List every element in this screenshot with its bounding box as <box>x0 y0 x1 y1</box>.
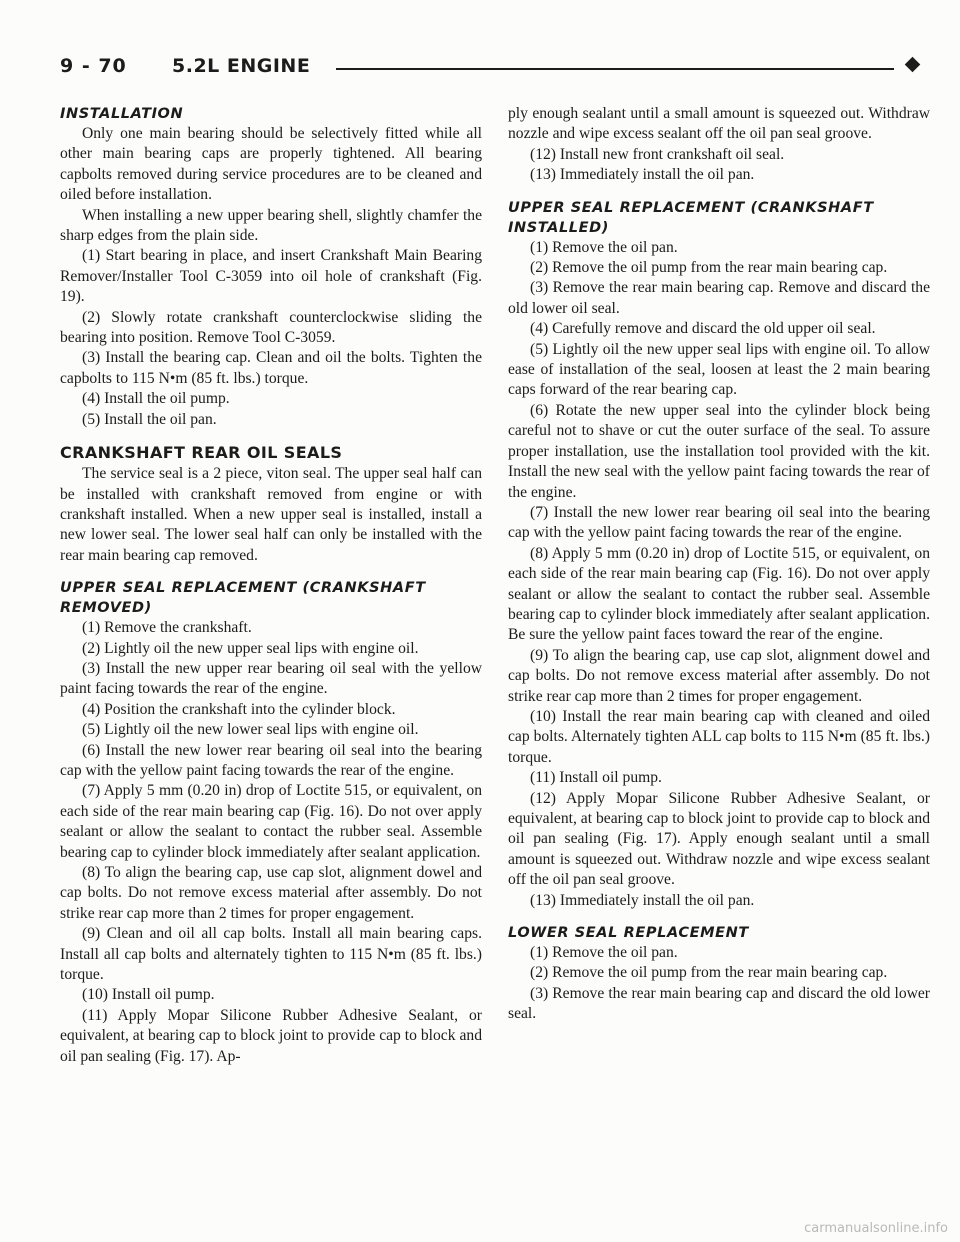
step: (2) Lightly oil the new upper seal lips with engine oil. <box>82 639 419 657</box>
step: (7) Apply 5 mm (0.20 in) drop of Loctite 515, or equivalent, on each side of the rear main bearing cap (Fig. 16). Do not over apply sealant or allow the sealant to contact the rubber seal. Assemble bearing cap to cylinder block immediately after sealant application. <box>60 782 482 861</box>
step: (10) Install oil pump. <box>82 986 215 1004</box>
step: (2) Remove the oil pump from the rear main bearing cap. <box>530 964 888 982</box>
step: (3) Install the new upper rear bearing oil seal with the yellow paint facing towards the rear of the engine. <box>60 659 482 698</box>
step: (1) Remove the oil pan. <box>530 238 678 256</box>
step: (1) Remove the oil pan. <box>530 944 678 962</box>
step: (1) Remove the crankshaft. <box>82 619 252 637</box>
step: (4) Install the oil pump. <box>82 390 230 408</box>
step: (13) Immediately install the oil pan. <box>530 891 755 909</box>
paragraph: Only one main bearing should be selectively fitted while all other main bearing caps are properly tightened. All bearing capbolts removed during service procedures are to be cleaned and oiled before installation. <box>60 125 482 204</box>
step: (1) Start bearing in place, and insert Crankshaft Main Bearing Remover/Installer Tool C-3059 into oil hole of crankshaft (Fig. 19). <box>60 247 482 306</box>
page-header <box>60 55 922 85</box>
step: (3) Remove the rear main bearing cap. Remove and discard the old lower oil seal. <box>508 279 930 317</box>
continuation-section <box>508 104 930 186</box>
section-heading: UPPER SEAL REPLACEMENT (CRANKSHAFT REMOVED) <box>60 580 426 617</box>
step: (8) To align the bearing cap, use cap slot, alignment dowel and cap bolts. Do not remove excess material after assembly. Do not strike rear cap more than 2 times for proper engagement. <box>60 864 482 922</box>
step: (2) Remove the oil pump from the rear main bearing cap. <box>530 259 888 277</box>
step: (5) Lightly oil the new upper seal lips with engine oil. To allow ease of installation of the seal, loosen at least the 2 main bearing caps forward of the rear bearing cap. <box>508 340 930 399</box>
installation-section <box>60 104 482 430</box>
section-heading: INSTALLATION <box>60 106 184 122</box>
step: (2) Slowly rotate crankshaft counterclockwise sliding the bearing into position. Remove Tool C-3059. <box>60 308 482 347</box>
step: (7) Install the new lower rear bearing oil seal into the bearing cap with the yellow paint facing towards the rear of the engine. <box>508 503 930 542</box>
section-heading: CRANKSHAFT REAR OIL SEALS <box>60 443 343 463</box>
step: (13) Immediately install the oil pan. <box>530 166 755 184</box>
rear-oil-seals-section <box>60 442 482 566</box>
page-number: 9 - 70 <box>60 55 127 77</box>
step: (4) Carefully remove and discard the old upper oil seal. <box>530 320 876 338</box>
step: (4) Position the crankshaft into the cylinder block. <box>82 700 396 718</box>
paragraph: When installing a new upper bearing shell, slightly chamfer the sharp edges from the plain side. <box>60 206 482 245</box>
left-column <box>60 104 482 1067</box>
step: (5) Lightly oil the new lower seal lips with engine oil. <box>82 721 419 739</box>
upper-seal-installed-section <box>508 198 930 911</box>
section-title: 5.2L ENGINE <box>172 55 311 77</box>
step: (3) Install the bearing cap. Clean and oil the bolts. Tighten the capbolts to 115 N•m (85 ft. lbs.) torque. <box>60 349 482 387</box>
diamond-icon <box>905 57 921 73</box>
step: (12) Apply Mopar Silicone Rubber Adhesive Sealant, or equivalent, at bearing cap to block joint to provide cap to block and oil pan sealing (Fig. 17). Apply enough sealant until a small amount is squeezed out. Withdraw nozzle and wipe excess sealant off the oil pan seal groove. <box>508 789 930 889</box>
lower-seal-section <box>508 923 930 1025</box>
step: (3) Remove the rear main bearing cap and discard the old lower seal. <box>508 984 930 1023</box>
section-heading: LOWER SEAL REPLACEMENT <box>508 925 749 942</box>
step: (6) Rotate the new upper seal into the cylinder block being careful not to shave or cut the outer surface of the seal. To assure proper installation, use the installation tool provided with the kit. Install the new seal with the yellow paint facing towards the rear of the engine. <box>508 401 930 501</box>
step: (5) Install the oil pan. <box>82 410 217 428</box>
section-heading: UPPER SEAL REPLACEMENT (CRANKSHAFT INSTALLED) <box>508 199 874 236</box>
watermark: carmanualsonline.info <box>804 1221 948 1236</box>
step: (11) Install oil pump. <box>530 769 662 787</box>
step: (6) Install the new lower rear bearing oil seal into the bearing cap with the yellow paint facing towards the rear of the engine. <box>60 741 482 779</box>
step: (9) To align the bearing cap, use cap slot, alignment dowel and cap bolts. Do not remove excess material after assembly. Do not strike rear cap more than 2 times for proper engagement. <box>508 646 930 705</box>
right-column <box>508 104 930 1025</box>
step: (11) Apply Mopar Silicone Rubber Adhesive Sealant, or equivalent, at bearing cap to block joint to provide cap to block and oil pan sealing (Fig. 17). Ap- <box>60 1006 482 1065</box>
step: (8) Apply 5 mm (0.20 in) drop of Loctite 515, or equivalent, on each side of the rear main bearing cap (Fig. 16). Do not over apply sealant or allow the sealant to contact the rubber seal. Assemble bearing cap to cylinder block immediately after sealant application. Be sure the yellow paint faces toward the rear of the engine. <box>508 544 930 644</box>
header-rule <box>336 68 894 70</box>
step: (12) Install new front crankshaft oil seal. <box>530 145 785 163</box>
upper-seal-removed-section <box>60 578 482 1067</box>
step: (10) Install the rear main bearing cap with cleaned and oiled cap bolts. Alternately tighten ALL cap bolts to 115 N•m (85 ft. lbs.) torque. <box>508 707 930 766</box>
step: (9) Clean and oil all cap bolts. Install all main bearing caps. Install all cap bolts and alternately tighten to 115 N•m (85 ft. lbs.) torque. <box>60 925 482 984</box>
paragraph: ply enough sealant until a small amount is squeezed out. Withdraw nozzle and wipe excess sealant off the oil pan seal groove. <box>508 105 930 143</box>
paragraph: The service seal is a 2 piece, viton seal. The upper seal half can be installed with crankshaft removed from engine or with crankshaft installed. When a new upper seal is installed, install a new lower seal. The lower seal half can only be installed with the rear main bearing cap removed. <box>60 465 482 564</box>
